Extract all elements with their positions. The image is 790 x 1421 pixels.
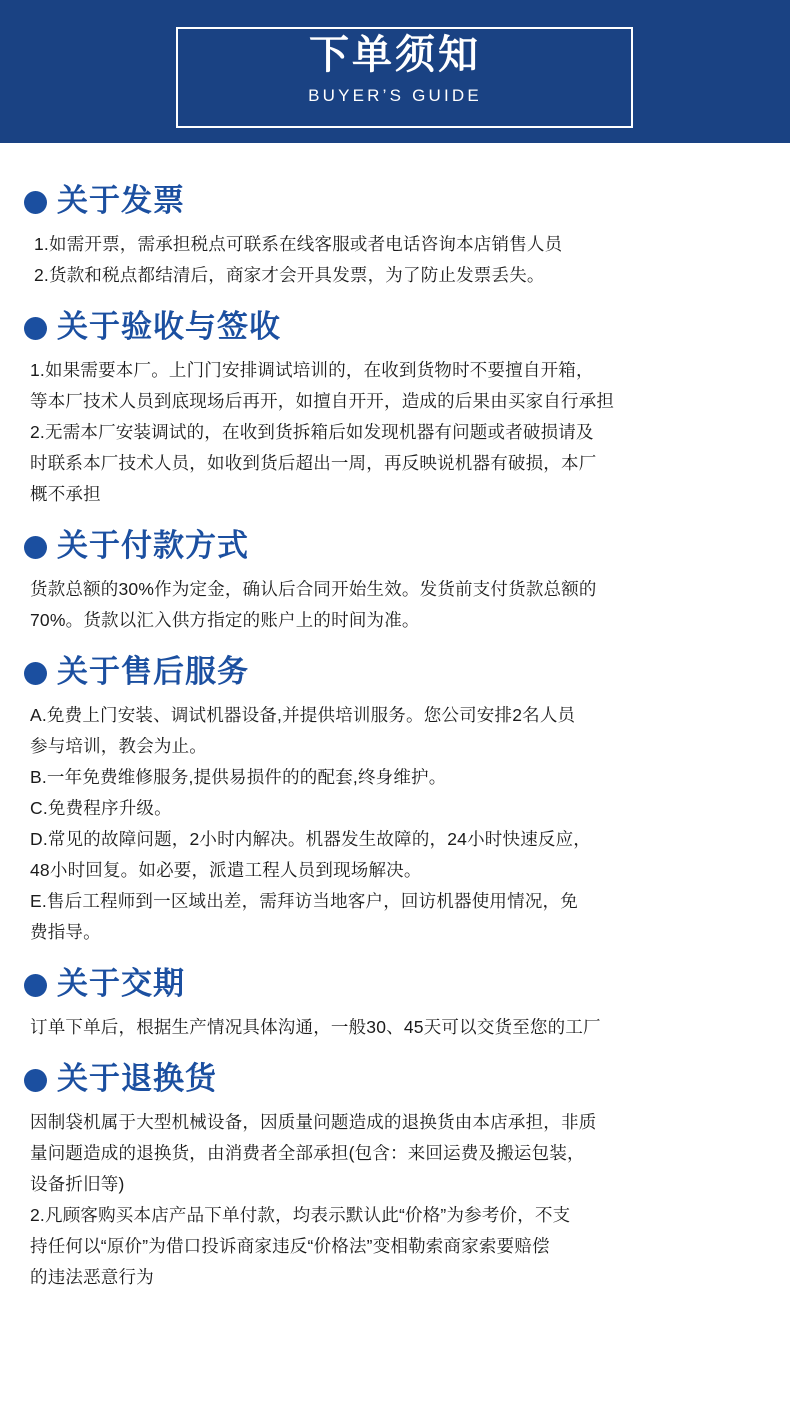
body-line: 概不承担 xyxy=(30,484,101,504)
bullet-circle-icon xyxy=(24,191,47,214)
body-line: 48小时回复。如必要，派遣工程人员到现场解决。 xyxy=(30,860,422,880)
section-about-payment xyxy=(24,528,766,636)
section-heading xyxy=(24,309,766,345)
section-body xyxy=(24,1107,766,1293)
section-about-acceptance xyxy=(24,309,766,510)
bullet-circle-icon xyxy=(24,1069,47,1092)
section-heading xyxy=(24,966,766,1002)
banner-text-group xyxy=(0,0,790,143)
body-line: 1.如需开票，需承担税点可联系在线客服或者电话咨询本店销售人员 xyxy=(34,234,563,254)
section-body xyxy=(24,700,766,948)
section-delivery-time xyxy=(24,966,766,1043)
page-subtitle: BUYER’S GUIDE xyxy=(308,86,482,105)
body-line: 订单下单后，根据生产情况具体沟通，一般30、45天可以交货至您的工厂 xyxy=(30,1017,601,1037)
body-line: 的违法恶意行为 xyxy=(30,1267,154,1287)
bullet-circle-icon xyxy=(24,662,47,685)
body-line: 持任何以“原价”为借口投诉商家违反“价格法”变相勒索商家索要赔偿 xyxy=(30,1236,550,1256)
body-line: C.免费程序升级。 xyxy=(30,798,172,818)
section-title: 关于付款方式 xyxy=(57,528,249,563)
body-line: 参与培训，教会为止。 xyxy=(30,736,207,756)
body-line: 2.无需本厂安装调试的，在收到货拆箱后如发现机器有问题或者破损请及 xyxy=(30,422,594,442)
section-body xyxy=(24,574,766,636)
body-line: 因制袋机属于大型机械设备，因质量问题造成的退换货由本店承担，非质 xyxy=(30,1112,597,1132)
page-banner xyxy=(0,0,790,143)
page-title: 下单须知 xyxy=(291,33,499,77)
bullet-circle-icon xyxy=(24,536,47,559)
section-body xyxy=(24,1012,766,1043)
section-returns xyxy=(24,1061,766,1293)
body-line: 1.如果需要本厂。上门门安排调试培训的，在收到货物时不要擅自开箱， xyxy=(30,360,594,380)
section-heading xyxy=(24,528,766,564)
body-line: 等本厂技术人员到底现场后再开，如擅自开开，造成的后果由买家自行承担 xyxy=(30,391,615,411)
section-title: 关于交期 xyxy=(57,966,185,1001)
section-body xyxy=(24,355,766,510)
section-heading xyxy=(24,1061,766,1097)
section-body xyxy=(24,229,766,291)
body-line: B.一年免费维修服务,提供易损件的的配套,终身维护。 xyxy=(30,767,447,787)
section-heading xyxy=(24,183,766,219)
body-line: A.免费上门安装、调试机器设备,并提供培训服务。您公司安排2名人员 xyxy=(30,705,576,725)
body-line: 量问题造成的退换货，由消费者全部承担(包含：来回运费及搬运包装， xyxy=(30,1143,585,1163)
body-line: 2.货款和税点都结清后，商家才会开具发票，为了防止发票丢失。 xyxy=(34,265,545,285)
body-line: 货款总额的30%作为定金，确认后合同开始生效。发货前支付货款总额的 xyxy=(30,579,597,599)
section-after-sales xyxy=(24,654,766,948)
guide-content xyxy=(0,143,790,1329)
body-line: 70%。货款以汇入供方指定的账户上的时间为准。 xyxy=(30,610,420,630)
body-line: 时联系本厂技术人员，如收到货后超出一周，再反映说机器有破损，本厂 xyxy=(30,453,597,473)
body-line: E.售后工程师到一区域出差，需拜访当地客户，回访机器使用情况，免 xyxy=(30,891,578,911)
bullet-circle-icon xyxy=(24,317,47,340)
body-line: 2.凡顾客购买本店产品下单付款，均表示默认此“价格”为参考价，不支 xyxy=(30,1205,571,1225)
section-title: 关于发票 xyxy=(57,183,185,218)
section-heading xyxy=(24,654,766,690)
section-about-invoice xyxy=(24,183,766,291)
section-title: 关于退换货 xyxy=(57,1061,217,1096)
section-title: 关于售后服务 xyxy=(57,654,249,689)
body-line: D.常见的故障问题，2小时内解决。机器发生故障的，24小时快速反应， xyxy=(30,829,591,849)
section-title: 关于验收与签收 xyxy=(57,309,281,344)
body-line: 设备折旧等) xyxy=(30,1174,125,1194)
bullet-circle-icon xyxy=(24,974,47,997)
body-line: 费指导。 xyxy=(30,922,101,942)
